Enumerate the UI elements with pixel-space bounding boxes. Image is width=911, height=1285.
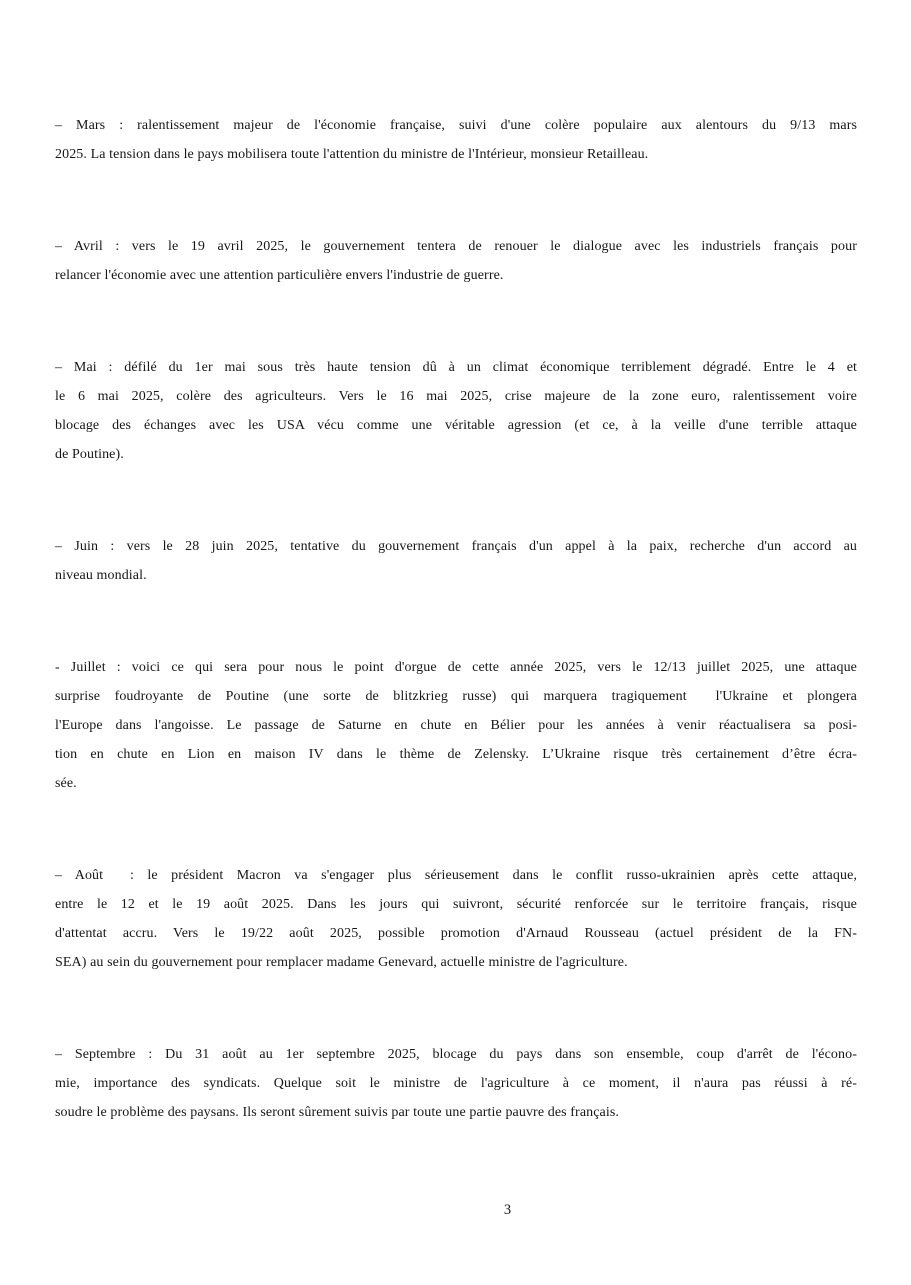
page-number: 3 (503, 1202, 512, 1218)
text-line: - Juillet : voici ce qui sera pour nous le point d'orgue de cette année 2025, vers le 12/13 juillet 2025, une attaque (55, 660, 857, 675)
paragraph-septembre (55, 1040, 857, 1127)
text-line: relancer l'économie avec une attention particulière envers l'industrie de guerre. (55, 268, 504, 283)
text-line: surprise foudroyante de Poutine (une sorte de blitzkrieg russe) qui marquera tragiquement l'Ukraine et plongera (55, 689, 857, 704)
text-line: – Mai : défilé du 1er mai sous très haute tension dû à un climat économique terriblement dégradé. Entre le 4 et (55, 360, 857, 375)
text-line: niveau mondial. (55, 568, 147, 583)
text-line: d'attentat accru. Vers le 19/22 août 2025, possible promotion d'Arnaud Rousseau (actuel président de la FN- (55, 926, 857, 941)
text-line: mie, importance des syndicats. Quelque soit le ministre de l'agriculture à ce moment, il n'aura pas réussi à ré- (55, 1076, 857, 1091)
text-line: l'Europe dans l'angoisse. Le passage de Saturne en chute en Bélier pour les années à venir réactualisera sa posi- (55, 718, 857, 733)
paragraph-aout (55, 861, 857, 977)
text-line: – Juin : vers le 28 juin 2025, tentative du gouvernement français d'un appel à la paix, recherche d'un accord au (55, 539, 857, 554)
text-line: entre le 12 et le 19 août 2025. Dans les jours qui suivront, sécurité renforcée sur le territoire français, risque (55, 897, 857, 912)
text-line: de Poutine). (55, 447, 124, 462)
text-line: soudre le problème des paysans. Ils seront sûrement suivis par toute une partie pauvre des français. (55, 1105, 619, 1120)
text-line: tion en chute en Lion en maison IV dans le thème de Zelensky. L’Ukraine risque très certainement d’être écra- (55, 747, 857, 762)
text-line: – Avril : vers le 19 avril 2025, le gouvernement tentera de renouer le dialogue avec les industriels français pour (55, 239, 857, 254)
document-body (55, 111, 857, 1127)
paragraph-juillet (55, 653, 857, 798)
text-line: – Septembre : Du 31 août au 1er septembre 2025, blocage du pays dans son ensemble, coup d'arrêt de l'écono- (55, 1047, 857, 1062)
text-line: – Mars : ralentissement majeur de l'économie française, suivi d'une colère populaire aux alentours du 9/13 mars (55, 118, 857, 133)
text-line: SEA) au sein du gouvernement pour remplacer madame Genevard, actuelle ministre de l'agriculture. (55, 955, 628, 970)
text-line: – Août : le président Macron va s'engager plus sérieusement dans le conflit russo-ukrainien après cette attaque, (55, 868, 857, 883)
text-line: 2025. La tension dans le pays mobilisera toute l'attention du ministre de l'Intérieur, monsieur Retailleau. (55, 147, 649, 162)
text-line: le 6 mai 2025, colère des agriculteurs. Vers le 16 mai 2025, crise majeure de la zone euro, ralentissement voire (55, 389, 857, 404)
paragraph-mai (55, 353, 857, 469)
paragraph-mars (55, 111, 857, 169)
text-line: sée. (55, 776, 77, 791)
text-line: blocage des échanges avec les USA vécu comme une véritable agression (et ce, à la veille d'une terrible attaque (55, 418, 857, 433)
paragraph-avril (55, 232, 857, 290)
paragraph-juin (55, 532, 857, 590)
